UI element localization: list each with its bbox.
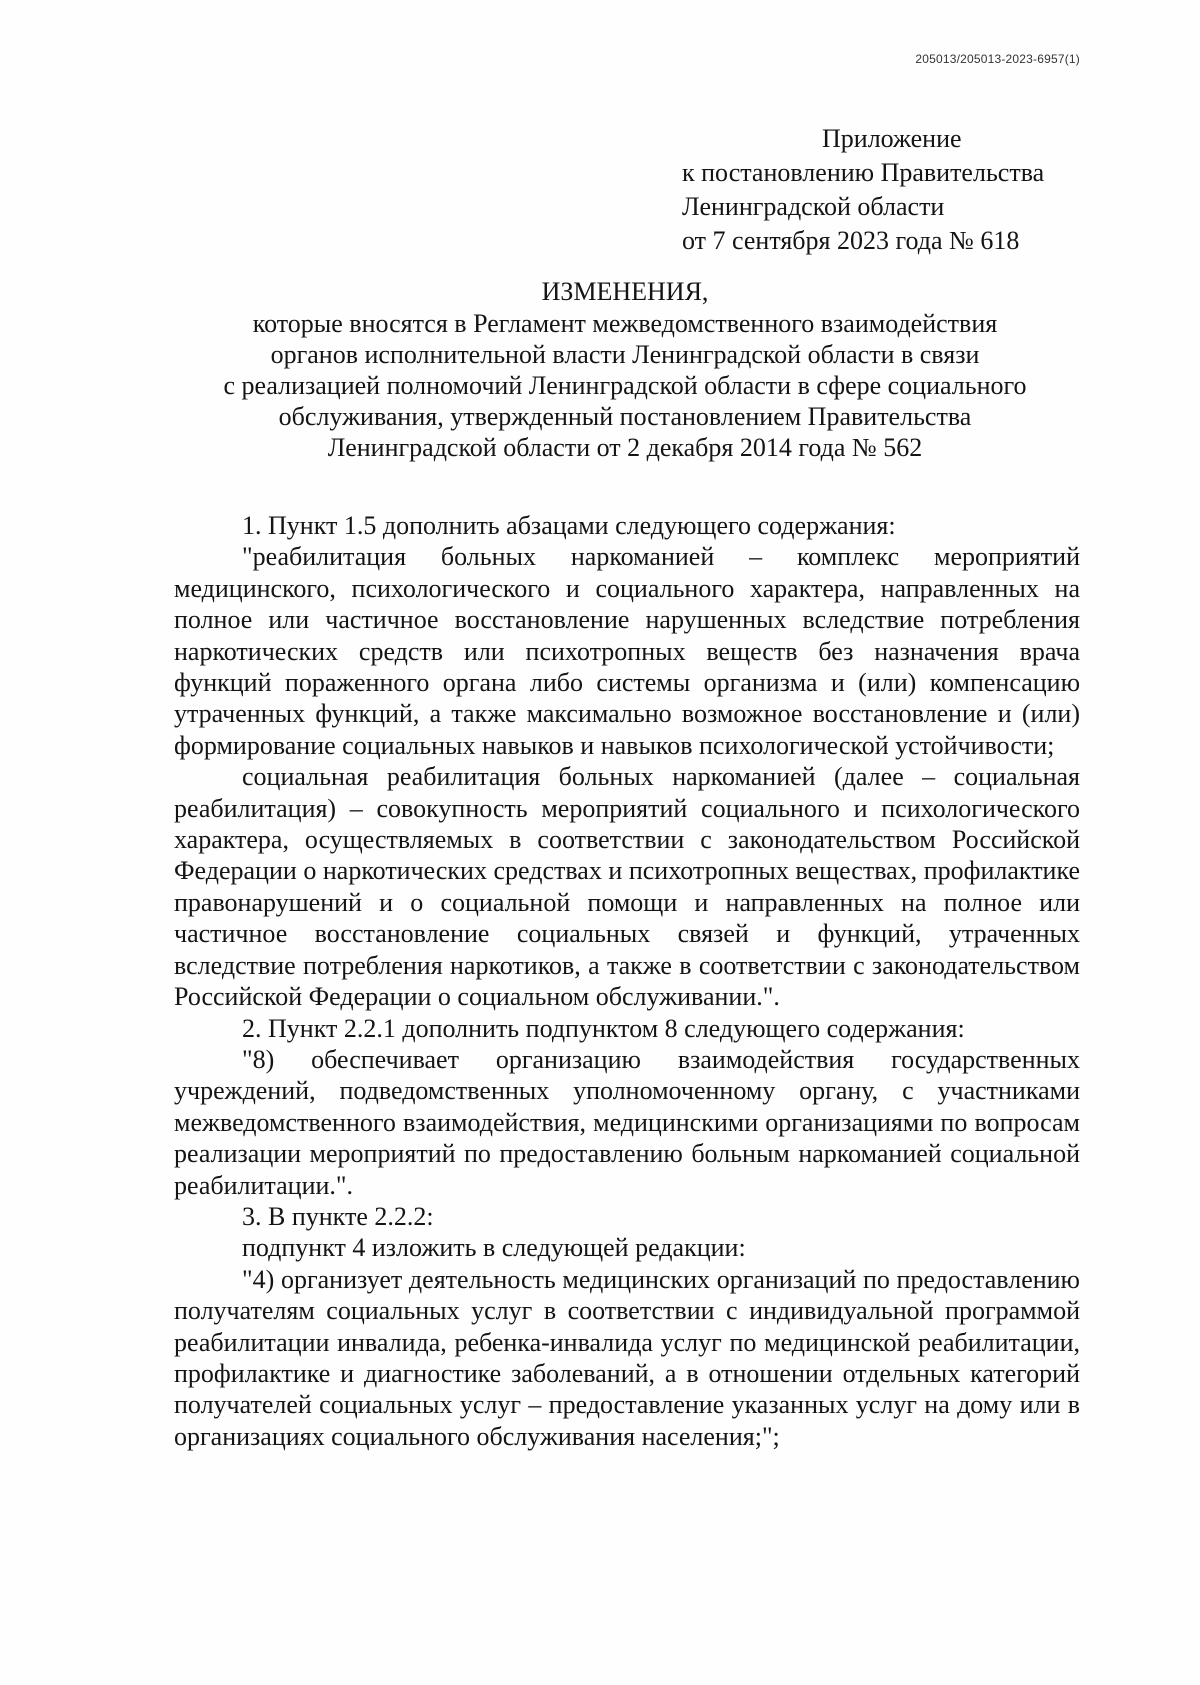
paragraph-item-1: 1. Пункт 1.5 дополнить абзацами следующего содержания: <box>242 511 896 540</box>
paragraph-social-rehabilitation-definition: социальная реабилитация больных наркоманией (далее – социальная реабилитация) – совокупность мероприятий социального и психологического характера, осуществляемых в соответствии с законодательством Российской Федерации о наркотических средствах и психотропных веществах, профилактике правонарушений и о социальной помощи и направленных на полное или частичное восстановление социальных связей и функций, утраченных вследствие потребления наркотиков, а также в соответствии с законодательством Российской Федерации о социальном обслуживании.". <box>174 762 1080 1012</box>
appendix-block <box>682 122 1044 258</box>
paragraph-subitem-4: "4) организует деятельность медицинских организаций по предоставлению получателям социальных услуг в соответствии с индивидуальной программой реабилитации инвалида, ребенка-инвалида услуг по медицинской реабилитации, профилактике и диагностике заболеваний, а в отношении отдельных категорий получателей социальных услуг – предоставление указанных услуг на дому или в организациях социального обслуживания населения;"; <box>174 1264 1080 1451</box>
paragraph-subitem-4-intro: подпункт 4 изложить в следующей редакции: <box>242 1233 746 1263</box>
paragraph-item-2: 2. Пункт 2.2.1 дополнить подпунктом 8 следующего содержания: <box>242 1013 965 1043</box>
document-title <box>170 276 1080 463</box>
paragraph-rehabilitation-definition: "реабилитация больных наркоманией – комплекс мероприятий медицинского, психологического и социального характера, направленных на полное или частичное восстановление нарушенных вследствие потребления наркотических средств или психотропных веществ без назначения врача функций пораженного органа либо системы организма и (или) компенсацию утраченных функций, а также максимально возможное восстановление и (или) формирование социальных навыков и навыков психологической устойчивости; <box>174 542 1080 760</box>
title-line: с реализацией полномочий Ленинградской области в сфере социального <box>223 371 1027 400</box>
title-line: обслуживания, утвержденный постановлением Правительства <box>278 402 972 431</box>
appendix-region: Ленинградской области <box>682 192 945 221</box>
paragraph-item-3: 3. В пункте 2.2.2: <box>242 1201 434 1231</box>
document-id: 205013/205013-2023-6957(1) <box>915 52 1080 66</box>
paragraph-subitem-8: "8) обеспечивает организацию взаимодействия государственных учреждений, подведомственных уполномоченному органу, с участниками межведомственного взаимодействия, медицинскими организациями по вопросам реализации мероприятий по предоставлению больным наркоманией социальной реабилитации.". <box>174 1044 1080 1200</box>
appendix-resolution-ref: к постановлению Правительства <box>682 158 1045 187</box>
appendix-date-number: от 7 сентября 2023 года № 618 <box>682 226 1020 255</box>
document-body <box>174 510 1080 1452</box>
title-line: которые вносятся в Регламент межведомственного взаимодействия <box>252 309 998 338</box>
title-line: Ленинградской области от 2 декабря 2014 года № 562 <box>327 433 923 462</box>
title-line: органов исполнительной власти Ленинградской области в связи <box>270 340 980 369</box>
appendix-label: Приложение <box>822 124 962 153</box>
title-heading: ИЗМЕНЕНИЯ, <box>541 277 709 306</box>
